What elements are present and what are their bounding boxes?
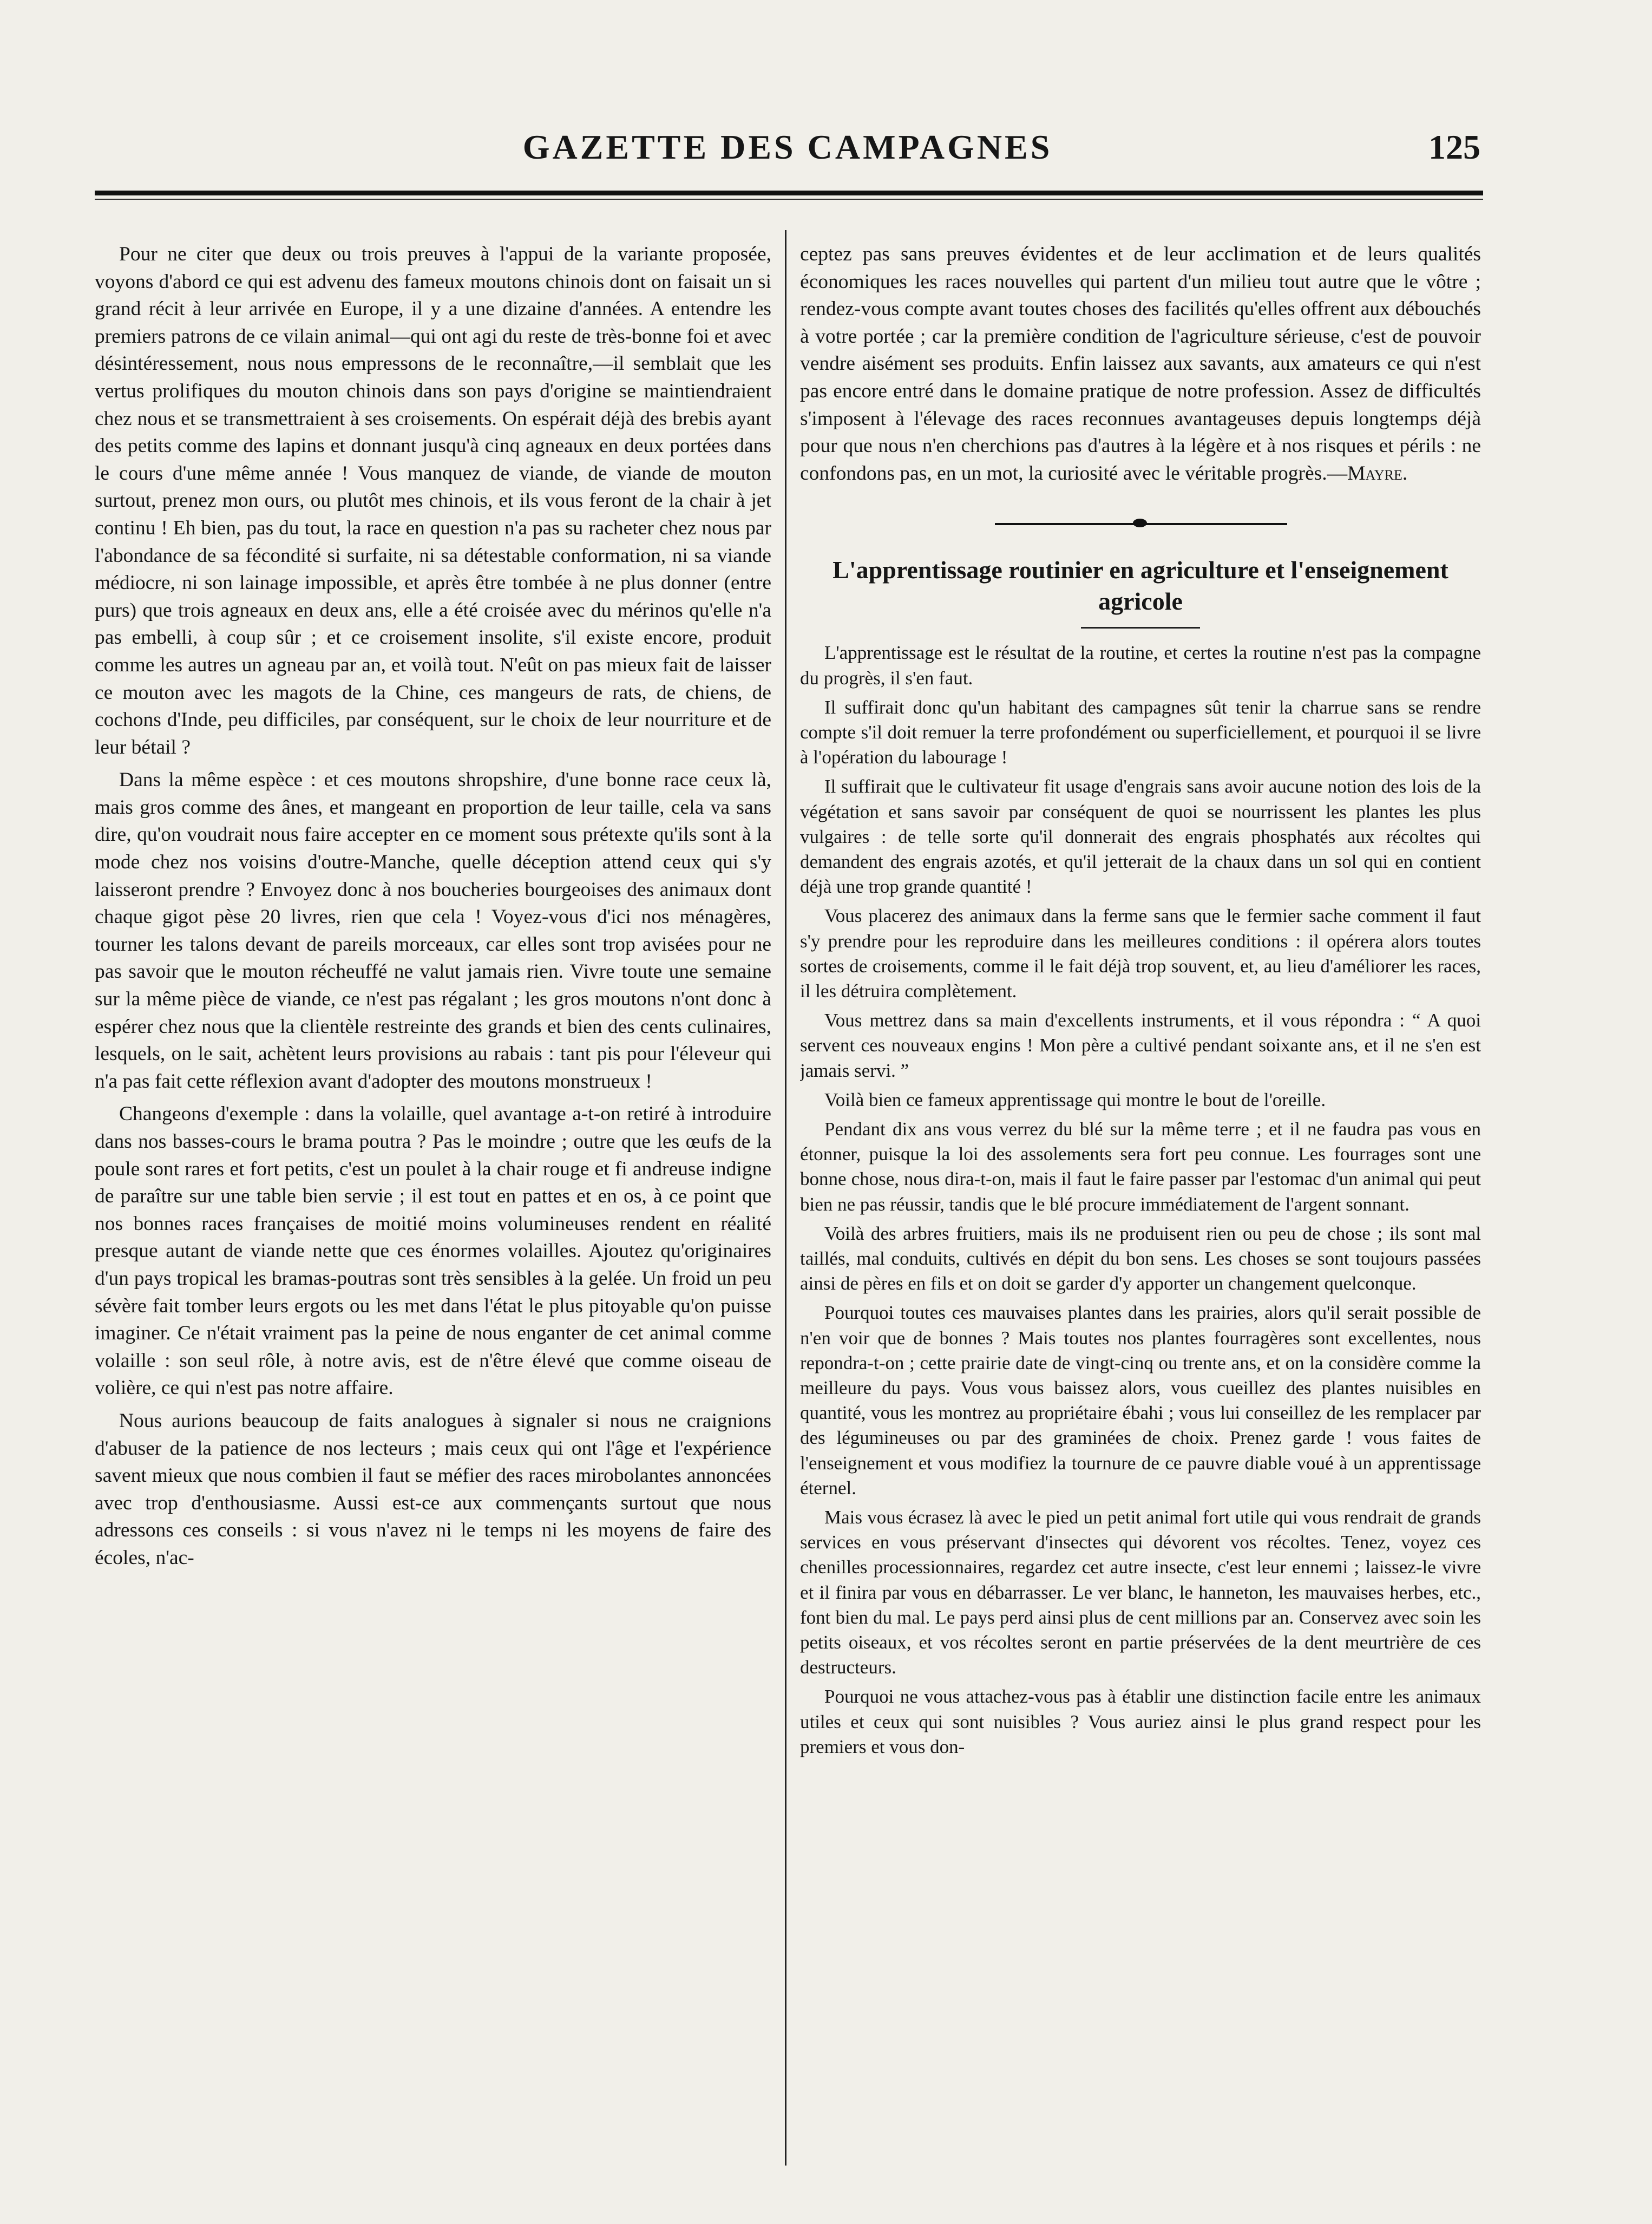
paragraph: Vous mettrez dans sa main d'excellents instruments, et il vous répondra : “ A quoi servent ces nouveaux engins ! Mon père a cultivé pendant soixante ans, et il ne s'en est jamais servi. ” — [800, 1010, 1481, 1081]
publication-title: GAZETTE DES CAMPAGNES — [522, 128, 1053, 166]
paragraph: Nous aurions beaucoup de faits analogues à signaler si nous ne craignions d'abuser de la patience de nos lecteurs ; mais ceux qui ont l'âge et l'expérience savent mieux que nous combien il faut se méfier des races mirobolantes annoncées avec trop d'enthousiasme. Aussi est-ce aux commençants surtout que nous adressons ces conseils : si vous n'avez ni le temps ni les moyens de faire des écoles, n'ac- — [95, 1409, 771, 1569]
article-title: L'apprentissage routinier en agriculture et l'enseignement agricole — [832, 556, 1448, 616]
page-number: 125 — [1428, 128, 1480, 166]
paragraph: Pendant dix ans vous verrez du blé sur la même terre ; et il ne faudra pas vous en étonner, puisque la loi des assolements sera fort peu connue. Les fourrages sont une bonne chose, nous dira-t-on, mais il faut le faire passer par l'estomac d'un animal qui peut bien ne pas réussir, tandis que le blé procure immédiatement de l'argent sonnant. — [800, 1118, 1481, 1215]
paragraph: Pour ne citer que deux ou trois preuves à l'appui de la variante proposée, voyons d'abord ce qui est advenu des fameux moutons chinois dont on faisait un si grand récit à leur arrivée en Europe, il y a une dizaine d'années. A entendre les premiers patrons de ce vilain animal—qui ont agi du reste de très-bonne foi et avec désintéressement, nous nous empressons de le reconnaître,—il semblait que les vertus prolifiques du mouton chinois dans son pays d'origine se maintiendraient chez nous et se transmettraient à ses croisements. On espérait déjà des brebis ayant des petits comme des lapins et donnant jusqu'à cinq agneaux en deux portées dans le cours d'une même année ! Vous manquez de viande, de viande de mouton surtout, prenez mon ours, ou plutôt mes chinois, et ils vous feront de la chair à jet continu ! Eh bien, pas du tout, la race en question n'a pas su racheter chez nous par l'abondance de sa fécondité si surfaite, ni sa détestable conformation, ni sa viande médiocre, ni son lainage impossible, et après être tombée à ne plus donner (entre purs) que trois agneaux en deux ans, elle a été croisée avec du mérinos qu'elle n'a pas embelli, à coup sûr ; et ce croisement insolite, s'il existe encore, produit comme les autres un agneau par an, et voilà tout. N'eût on pas mieux fait de laisser ce mouton avec les magots de la Chine, ces mangeurs de rats, de chiens, de cochons d'Inde, peu difficiles, par conséquent, sur le choix de leur nourriture et de leur bétail ? — [95, 243, 771, 758]
article-separator — [800, 517, 1481, 530]
paragraph: Pourquoi ne vous attachez-vous pas à établir une distinction facile entre les animaux utiles et ceux qui sont nuisibles ? Vous auriez ainsi le plus grand respect pour les premiers et vous don- — [800, 1686, 1481, 1757]
paragraph: Changeons d'exemple : dans la volaille, quel avantage a-t-on retiré à introduire dans nos basses-cours le brama poutra ? Pas le moindre ; outre que les œufs de la poule sont rares et fort petits, c'est un poulet à la chair rouge et fi andreuse indigne de paraître sur une table bien servie ; il est tout en pattes et en os, à ce point que nos bonnes races françaises de moitié moins volumineuses rendent en réalité presque autant de viande nette que ces énormes volailles. Ajoutez qu'originaires d'un pays tropical les bramas-poutras sont très sensibles à la gelée. Un froid un peu sévère fait tomber leurs ergots ou les met dans l'état le plus pitoyable qu'on puisse imaginer. Ce n'était vraiment pas la peine de nous enganter de cet animal comme volaille : son seul rôle, à notre avis, est de n'être élevé que comme oiseau de volière, ce qui n'est pas notre affaire. — [95, 1103, 771, 1399]
article-body — [800, 640, 1481, 1759]
paragraph: Voilà des arbres fruitiers, mais ils ne produisent rien ou peu de chose ; ils sont mal taillés, mal conduits, cultivés en dépit du bon sens. Les choses se sont toujours passées ainsi de pères en fils et on doit se garder d'y apporter un changement quelconque. — [800, 1222, 1481, 1294]
left-column — [95, 241, 771, 2168]
author-signature: Mayre. — [1347, 462, 1408, 485]
column-divider — [785, 230, 786, 2166]
page-header — [95, 127, 1480, 187]
header-rule — [95, 191, 1483, 195]
paragraph: Mais vous écrasez là avec le pied un petit animal fort utile qui vous rendrait de grands services en vous préservant d'insectes qui dévorent vos récoltes. Tenez, voyez ces chenilles processionnaires, regardez cet autre insecte, c'est leur ennemi ; laissez-le vivre et il finira par vous en débarrasser. Le ver blanc, le hanneton, les mauvaises herbes, etc., font bien du mal. Le pays perd ainsi plus de cent millions par an. Conservez avec soin les petits oiseaux, et vos récoltes seront en partie préservées de la dent meurtrière de ces destructeurs. — [800, 1507, 1481, 1678]
title-underline — [1081, 627, 1200, 629]
paragraph: L'apprentissage est le résultat de la routine, et certes la routine n'est pas la compagne du progrès, il s'en faut. — [800, 642, 1481, 689]
paragraph: Dans la même espèce : et ces moutons shropshire, d'une bonne race ceux là, mais gros comme des ânes, et mangeant en proportion de leur taille, cela va sans dire, qu'on voudrait nous faire accepter en ce moment sous prétexte qu'ils sont à la mode chez nos voisins d'outre-Manche, quelle déception attend ceux qui s'y laisseront prendre ? Envoyez donc à nos boucheries bourgeoises des animaux dont chaque gigot pèse 20 livres, rien que cela ! Voyez-vous d'ici nos ménagères, tourner les talons devant de pareils morceaux, car elles sont trop avisées pour ne pas savoir que le mouton récheuffé ne valut jamais rien. Vivre toute une semaine sur la même pièce de viande, ce n'est pas régalant ; les gros moutons n'ont donc à espérer chez nous que la clientèle restreinte des grands et bien des cents culinaires, lesquels, on le sait, achètent leurs provisions au rabais : tant pis pour l'éleveur qui n'a pas fait cette réflexion avant d'adopter des moutons monstrueux ! — [95, 769, 771, 1093]
paragraph: Il suffirait donc qu'un habitant des campagnes sût tenir la charrue sans se rendre compte s'il doit remuer la terre profondément ou superficiellement, et pourquoi il se livre à l'opération du labourage ! — [800, 696, 1481, 768]
continued-paragraph — [800, 241, 1481, 487]
right-column — [800, 241, 1481, 2168]
separator-ornament — [1133, 519, 1147, 527]
paragraph: Pourquoi toutes ces mauvaises plantes dans les prairies, alors qu'il serait possible de n'en voir que de bonnes ? Mais toutes nos plantes fourragères sont excellentes, nous repondra-t-on ; cette prairie date de vingt-cinq ou trente ans, et on la considère comme la meilleure du pays. Vous vous baissez alors, vous cueillez des plantes nuisibles en quantité, vous les montrez au propriétaire ébahi ; vous lui conseillez de les remplacer par des légumineuses ou par des graminées de choix. Prenez garde ! vous faites de l'enseignement et vous modifiez la tournure de ce pauvre diable voué à un apprentissage éternel. — [800, 1302, 1481, 1499]
paragraph: Vous placerez des animaux dans la ferme sans que le fermier sache comment il faut s'y prendre pour les reproduire dans les meilleures conditions : il opérera alors toutes sortes de croisements, comme il le fait déjà trop souvent, et, au lieu d'améliorer les races, il les détruira complètement. — [800, 905, 1481, 1002]
paragraph: Il suffirait que le cultivateur fit usage d'engrais sans avoir aucune notion des lois de la végétation et sans savoir par conséquent de quoi se nourrissent les plantes les plus vulgaires : de telle sorte qu'il donnerait des engrais phosphatés aux récoltes qui demandent des engrais azotés, et qu'il jetterait de la chaux dans un sol qui en contient déjà une trop grande quantité ! — [800, 776, 1481, 898]
paragraph: Voilà bien ce fameux apprentissage qui montre le bout de l'oreille. — [824, 1089, 1326, 1110]
header-rule-thin — [95, 199, 1483, 200]
continuation-text: ceptez pas sans preuves évidentes et de leur acclimation et de leurs qualités économiques les races nouvelles qui partent d'un milieu tout autre que le vôtre ; rendez-vous compte avant toutes choses des facilités qu'elles offrent aux débouchés à votre portée ; car la première condition de l'agriculture sérieuse, c'est de pouvoir vendre aisément ses produits. Enfin laissez aux savants, aux amateurs ce qui n'est pas encore entré dans le domaine pratique de notre profession. Assez de difficultés s'imposent à l'élevage des races reconnues avantageuses depuis longtemps déjà pour que nous n'en cherchions pas d'autres à la légère et à nos risques et périls : ne confondons pas, en un mot, la curiosité avec le véritable progrès.— — [800, 243, 1481, 485]
